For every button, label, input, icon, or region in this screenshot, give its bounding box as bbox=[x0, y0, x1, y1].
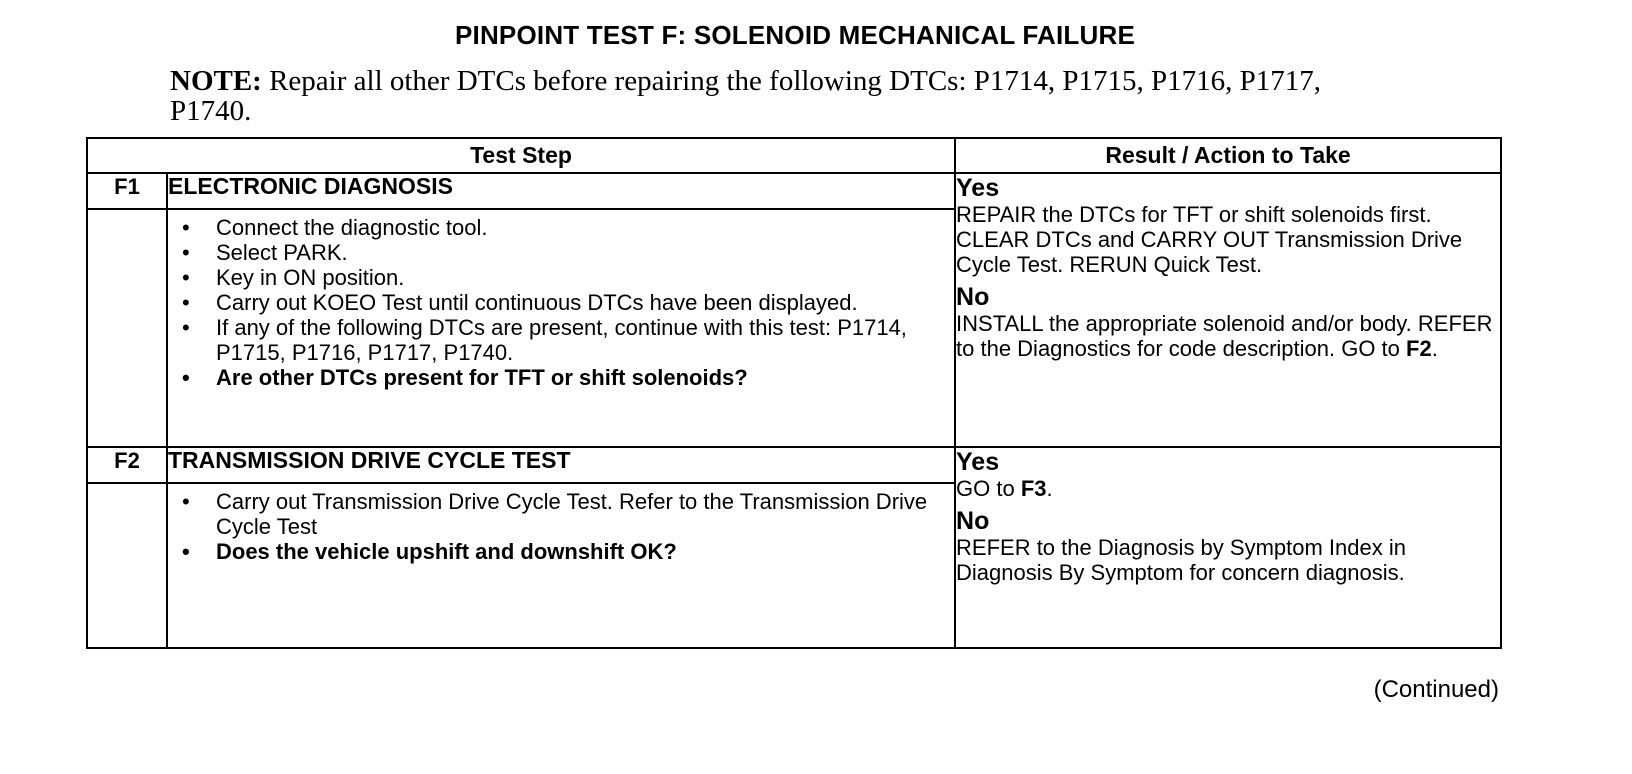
result-no-text: REFER to the Diagnosis by Symptom Index in Diagnosis By Symptom for concern diagnosis. bbox=[956, 535, 1406, 585]
list-item: • Carry out Transmission Drive Cycle Test. Refer to the Transmission Drive Cycle Test bbox=[168, 489, 954, 539]
list-item: • If any of the following DTCs are present, continue with this test: P1714, P1715, P1716, P1717, P1740. bbox=[168, 315, 954, 365]
step-instructions bbox=[167, 209, 955, 447]
step-list bbox=[168, 484, 954, 564]
result-yes-text: REPAIR the DTCs for TFT or shift solenoids first. CLEAR DTCs and CARRY OUT Transmission Drive Cycle Test. RERUN Quick Test. bbox=[956, 202, 1463, 277]
list-item: • Select PARK. bbox=[168, 240, 954, 265]
pinpoint-test-table bbox=[86, 137, 1502, 649]
note-label: NOTE: bbox=[170, 65, 262, 97]
result-no-text: INSTALL the appropriate solenoid and/or body. REFER to the Diagnostics for code description. GO to F2. bbox=[956, 311, 1493, 361]
step-id: F2 bbox=[87, 447, 167, 483]
result-no-ref: F2 bbox=[1406, 336, 1432, 361]
result-yes-label: Yes bbox=[956, 448, 1000, 476]
step-title: ELECTRONIC DIAGNOSIS bbox=[167, 173, 955, 209]
step-id: F1 bbox=[87, 173, 167, 209]
list-item: • Key in ON position. bbox=[168, 265, 954, 290]
step-list bbox=[168, 210, 954, 390]
step-id-spacer bbox=[87, 209, 167, 447]
list-item: • Connect the diagnostic tool. bbox=[168, 215, 954, 240]
table-row bbox=[87, 447, 1501, 483]
step-question: • Does the vehicle upshift and downshift OK? bbox=[168, 539, 954, 564]
step-instructions bbox=[167, 483, 955, 648]
result-no-text-body: INSTALL the appropriate solenoid and/or body. REFER to the Diagnostics for code description. GO to bbox=[956, 311, 1493, 361]
header-result-action: Result / Action to Take bbox=[955, 138, 1501, 173]
result-no-label: No bbox=[956, 507, 990, 535]
step-result bbox=[955, 173, 1501, 447]
step-id-spacer bbox=[87, 483, 167, 648]
note bbox=[170, 66, 1400, 126]
step-result bbox=[955, 447, 1501, 648]
result-yes-label: Yes bbox=[956, 174, 1000, 202]
table-row bbox=[87, 173, 1501, 209]
result-yes-text-body: GO to bbox=[956, 476, 1015, 501]
step-question: • Are other DTCs present for TFT or shift solenoids? bbox=[168, 365, 954, 390]
result-yes-text: GO to F3. bbox=[956, 476, 1053, 501]
page-title: PINPOINT TEST F: SOLENOID MECHANICAL FAILURE bbox=[454, 20, 1135, 50]
result-no-label: No bbox=[956, 283, 990, 311]
table-header-row bbox=[87, 138, 1501, 173]
result-yes-ref: F3 bbox=[1020, 476, 1047, 501]
list-item: • Carry out KOEO Test until continuous DTCs have been displayed. bbox=[168, 290, 954, 315]
note-text: Repair all other DTCs before repairing the following DTCs: P1714, P1715, P1716, P1717, P1740. bbox=[170, 65, 1322, 127]
header-test-step: Test Step bbox=[87, 138, 955, 173]
continued-label: (Continued) bbox=[1373, 676, 1499, 703]
step-title: TRANSMISSION DRIVE CYCLE TEST bbox=[167, 447, 955, 483]
